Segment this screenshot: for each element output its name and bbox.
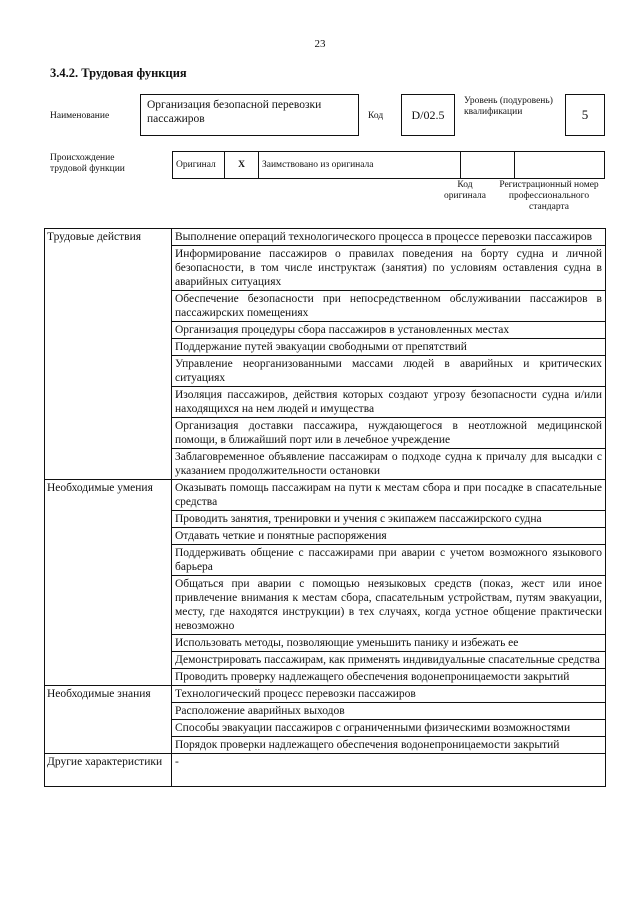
name-value: Организация безопасной перевозки пассажиров [147,99,322,125]
function-table [44,228,606,787]
reg-number-cell [515,152,604,178]
table-row [45,686,606,703]
code-label: Код [368,111,384,121]
item-cell: Способы эвакуации пассажиров с ограниченными физическими возможностями [172,720,606,737]
category-cell: Необходимые знания [45,686,172,754]
borrowed-label: Заимствовано из оригинала [262,160,374,170]
item-cell: Обеспечение безопасности при непосредственном обслуживании пассажиров в пассажирских помещениях [172,291,606,322]
item-cell: Демонстрировать пассажирам, как применять индивидуальные спасательные средства [172,652,606,669]
level-value-box [565,94,605,136]
origin-row [172,151,605,179]
table-row [45,229,606,246]
item-cell: - [172,754,606,787]
original-mark-cell [225,152,259,178]
item-cell: Технологический процесс перевозки пассажиров [172,686,606,703]
item-cell: Информирование пассажиров о правилах поведения на борту судна и личной безопасности, в том числе инструктаж (занятия) по условиям оставления судна в аварийных ситуациях [172,246,606,291]
table-row [45,754,606,787]
original-label: Оригинал [176,160,216,170]
original-code-cell [461,152,515,178]
original-mark: X [238,160,245,170]
category-cell: Трудовые действия [45,229,172,480]
item-cell: Расположение аварийных выходов [172,703,606,720]
section-title: 3.4.2. Трудовая функция [50,66,187,80]
item-cell: Общаться при аварии с помощью неязыковых средств (показ, жест или иное привлечение внимания к местам сбора, спасательным устройствам, путям эвакуации, месту, где находятся инструкции) в тех случаях, когда устное общение практически невозможно [172,576,606,635]
item-cell: Организация процедуры сбора пассажиров в установленных местах [172,322,606,339]
name-value-box [140,94,359,136]
item-cell: Использовать методы, позволяющие уменьшить панику и избежать ее [172,635,606,652]
table-row [45,480,606,511]
origin-label: Происхождение трудовой функции [50,153,125,174]
page-number: 23 [314,38,326,50]
item-cell: Заблаговременное объявление пассажирам о подходе судна к причалу для высадки с указанием продолжительности остановки [172,449,606,480]
level-value: 5 [581,107,589,122]
original-code-caption: Код оригинала [444,180,486,201]
name-label: Наименование [50,111,110,121]
item-cell: Поддержание путей эвакуации свободными от препятствий [172,339,606,356]
borrowed-cell [259,152,461,178]
code-value-box [401,94,455,136]
item-cell: Организация доставки пассажира, нуждающегося в неотложной медицинской помощи, в ближайший порт или в лечебное учреждение [172,418,606,449]
item-cell: Выполнение операций технологического процесса в процессе перевозки пассажиров [172,229,606,246]
item-cell: Поддерживать общение с пассажирами при аварии с учетом возможного языкового барьера [172,545,606,576]
code-value: D/02.5 [411,107,445,122]
item-cell: Изоляция пассажиров, действия которых создают угрозу безопасности судна и/или находящихся на нем людей и имущества [172,387,606,418]
original-cell [173,152,225,178]
item-cell: Порядок проверки надлежащего обеспечения водонепроницаемости закрытий [172,737,606,754]
category-cell: Необходимые умения [45,480,172,686]
category-cell: Другие характеристики [45,754,172,787]
item-cell: Проводить проверку надлежащего обеспечения водонепроницаемости закрытий [172,669,606,686]
item-cell: Проводить занятия, тренировки и учения с экипажем пассажирского судна [172,511,606,528]
item-cell: Управление неорганизованными массами людей в аварийных и критических ситуациях [172,356,606,387]
level-label: Уровень (подуровень) квалификации [464,96,553,117]
reg-number-caption: Регистрационный номер профессионального стандарта [499,180,599,212]
item-cell: Отдавать четкие и понятные распоряжения [172,528,606,545]
item-cell: Оказывать помощь пассажирам на пути к местам сбора и при посадке в спасательные средства [172,480,606,511]
